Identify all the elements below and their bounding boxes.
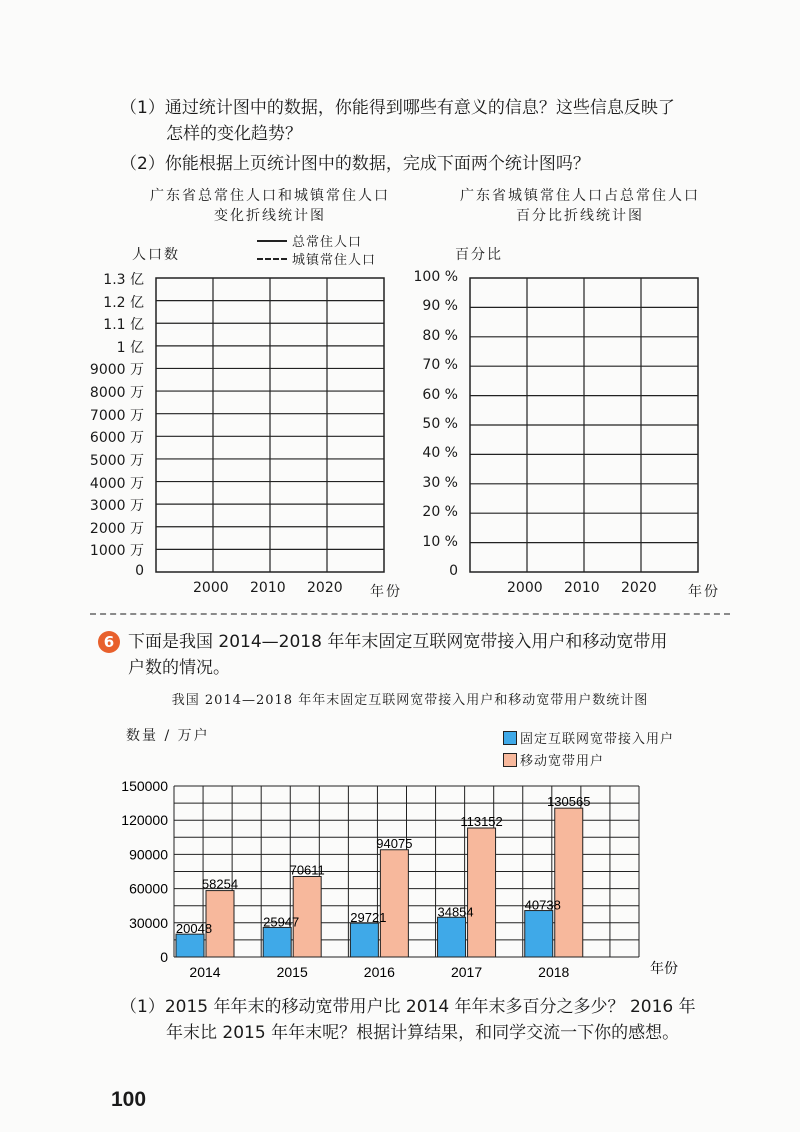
right-chart-title-line-2: 百分比折线统计图 bbox=[516, 208, 644, 224]
question-1-line-2: 怎样的变化趋势？ bbox=[166, 124, 302, 144]
left-chart-ytick: 5000 万 bbox=[89, 452, 144, 469]
bar-fixed-broadband bbox=[438, 917, 466, 957]
bar-label-fixed: 34854 bbox=[437, 904, 474, 920]
bar-ytick: 90000 bbox=[129, 846, 168, 863]
bar-label-mobile: 70611 bbox=[289, 862, 325, 878]
bar-chart bbox=[90, 770, 690, 995]
left-chart-ytick: 4000 万 bbox=[89, 475, 144, 492]
bar-fixed-broadband bbox=[525, 911, 553, 957]
left-chart-ytick: 9000 万 bbox=[89, 362, 144, 379]
right-chart-ytick: 20 % bbox=[422, 504, 458, 521]
right-chart-ytick: 10 % bbox=[422, 533, 458, 550]
question-2: （2）你能根据上页统计图中的数据，完成下面两个统计图吗？ bbox=[120, 154, 590, 174]
question-1-line-1: （1）通过统计图中的数据，你能得到哪些有意义的信息？这些信息反映了 bbox=[120, 98, 675, 118]
bar-label-fixed: 40738 bbox=[524, 897, 561, 913]
bar-ytick: 30000 bbox=[129, 914, 168, 931]
bar-xtick: 2014 bbox=[189, 964, 221, 980]
legend-fixed-broadband: 固定互联网宽带接入用户 bbox=[520, 732, 675, 747]
bar-mobile-broadband bbox=[555, 808, 583, 957]
bar-mobile-broadband bbox=[380, 850, 408, 957]
legend-dashed-line-icon bbox=[257, 258, 287, 260]
left-chart-ylabel: 人口数 bbox=[132, 247, 180, 263]
bar-xtick: 2016 bbox=[363, 964, 395, 980]
right-chart-ytick: 0 bbox=[449, 563, 458, 579]
left-chart-ytick: 1.2 亿 bbox=[103, 294, 144, 311]
left-chart-ytick: 7000 万 bbox=[89, 407, 144, 424]
left-chart-ytick: 6000 万 bbox=[89, 430, 144, 447]
left-chart-ytick: 1 亿 bbox=[116, 339, 144, 356]
right-chart-ylabel: 百分比 bbox=[455, 247, 503, 263]
left-chart-ytick: 8000 万 bbox=[89, 385, 144, 402]
left-chart-title-line-2: 变化折线统计图 bbox=[214, 208, 326, 224]
bar-label-mobile: 58254 bbox=[201, 876, 239, 892]
bar-chart-ylabel: 数量 / 万户 bbox=[126, 728, 210, 744]
bar-ytick: 150000 bbox=[121, 778, 168, 794]
legend-fixed-swatch-icon bbox=[503, 731, 517, 745]
bar-ytick: 0 bbox=[160, 949, 168, 965]
right-chart-xtick: 2020 bbox=[621, 580, 657, 596]
right-chart-grid bbox=[464, 272, 704, 578]
right-chart-xtick: 2010 bbox=[564, 580, 600, 596]
bar-chart-xlabel: 年份 bbox=[650, 960, 678, 976]
left-chart-ytick: 1.1 亿 bbox=[103, 317, 144, 334]
bar-xtick: 2015 bbox=[276, 964, 308, 980]
problem-6-text-line-1: 下面是我国 2014—2018 年年末固定互联网宽带接入用户和移动宽带用 bbox=[128, 632, 668, 652]
legend-urban: 城镇常住人口 bbox=[292, 253, 377, 268]
right-chart-ytick: 40 % bbox=[422, 445, 458, 462]
right-chart-ytick: 90 % bbox=[422, 298, 458, 315]
bar-xtick: 2018 bbox=[538, 964, 570, 980]
bar-ytick: 60000 bbox=[129, 880, 168, 897]
bar-label-fixed: 25947 bbox=[263, 914, 300, 930]
left-chart-grid bbox=[150, 272, 390, 578]
bar-label-fixed: 20048 bbox=[175, 921, 213, 937]
bar-fixed-broadband bbox=[350, 923, 378, 957]
bar-chart-title: 我国 2014—2018 年年末固定互联网宽带接入用户和移动宽带用户数统计图 bbox=[171, 693, 649, 708]
bar-xtick: 2017 bbox=[450, 964, 483, 980]
page-number: 100 bbox=[111, 1088, 147, 1111]
bar-label-fixed: 29721 bbox=[350, 910, 387, 926]
problem-6-text-line-2: 户数的情况。 bbox=[128, 658, 230, 678]
bar-fixed-broadband bbox=[263, 927, 291, 957]
legend-total: 总常住人口 bbox=[292, 235, 363, 250]
left-chart-xtick: 2020 bbox=[307, 580, 343, 596]
bottom-question-1-line-1: （1）2015 年年末的移动宽带用户比 2014 年年末多百分之多少？ 2016 年 bbox=[120, 997, 696, 1017]
legend-mobile-broadband: 移动宽带用户 bbox=[520, 754, 605, 769]
bar-fixed-broadband bbox=[176, 934, 204, 957]
left-chart-ytick: 2000 万 bbox=[89, 520, 144, 537]
right-chart-ytick: 30 % bbox=[422, 474, 458, 491]
section-divider bbox=[90, 613, 730, 615]
left-chart-xtick: 2000 bbox=[193, 580, 229, 596]
legend-mobile-swatch-icon bbox=[503, 753, 517, 767]
bar-label-mobile: 113152 bbox=[460, 814, 503, 830]
left-chart-ytick: 1.3 亿 bbox=[103, 272, 144, 288]
right-chart-ytick: 50 % bbox=[422, 416, 458, 432]
right-chart-ytick: 80 % bbox=[422, 327, 458, 344]
left-chart-xlabel: 年份 bbox=[370, 584, 402, 600]
right-chart-ytick: 60 % bbox=[422, 386, 458, 403]
bar-label-mobile: 94075 bbox=[376, 835, 413, 851]
bar-ytick: 120000 bbox=[121, 812, 168, 829]
right-chart-xtick: 2000 bbox=[507, 580, 543, 596]
bar-mobile-broadband bbox=[468, 828, 496, 957]
bottom-question-1-line-2: 年末比 2015 年年末呢？根据计算结果，和同学交流一下你的感想。 bbox=[166, 1023, 680, 1043]
problem-number-badge: 6 bbox=[98, 631, 120, 653]
left-chart-xtick: 2010 bbox=[250, 580, 286, 596]
left-chart-title-line-1: 广东省总常住人口和城镇常住人口 bbox=[150, 188, 390, 204]
left-chart-ytick: 3000 万 bbox=[89, 498, 144, 515]
right-chart-ytick: 70 % bbox=[422, 357, 458, 374]
right-chart-title-line-1: 广东省城镇常住人口占总常住人口 bbox=[460, 188, 700, 204]
bar-label-mobile: 130565 bbox=[547, 794, 591, 810]
right-chart-xlabel: 年份 bbox=[688, 584, 720, 600]
left-chart-ytick: 0 bbox=[135, 563, 144, 579]
left-chart-ytick: 1000 万 bbox=[89, 543, 144, 560]
legend-solid-line-icon bbox=[257, 240, 287, 242]
right-chart-ytick: 100 % bbox=[413, 269, 458, 285]
